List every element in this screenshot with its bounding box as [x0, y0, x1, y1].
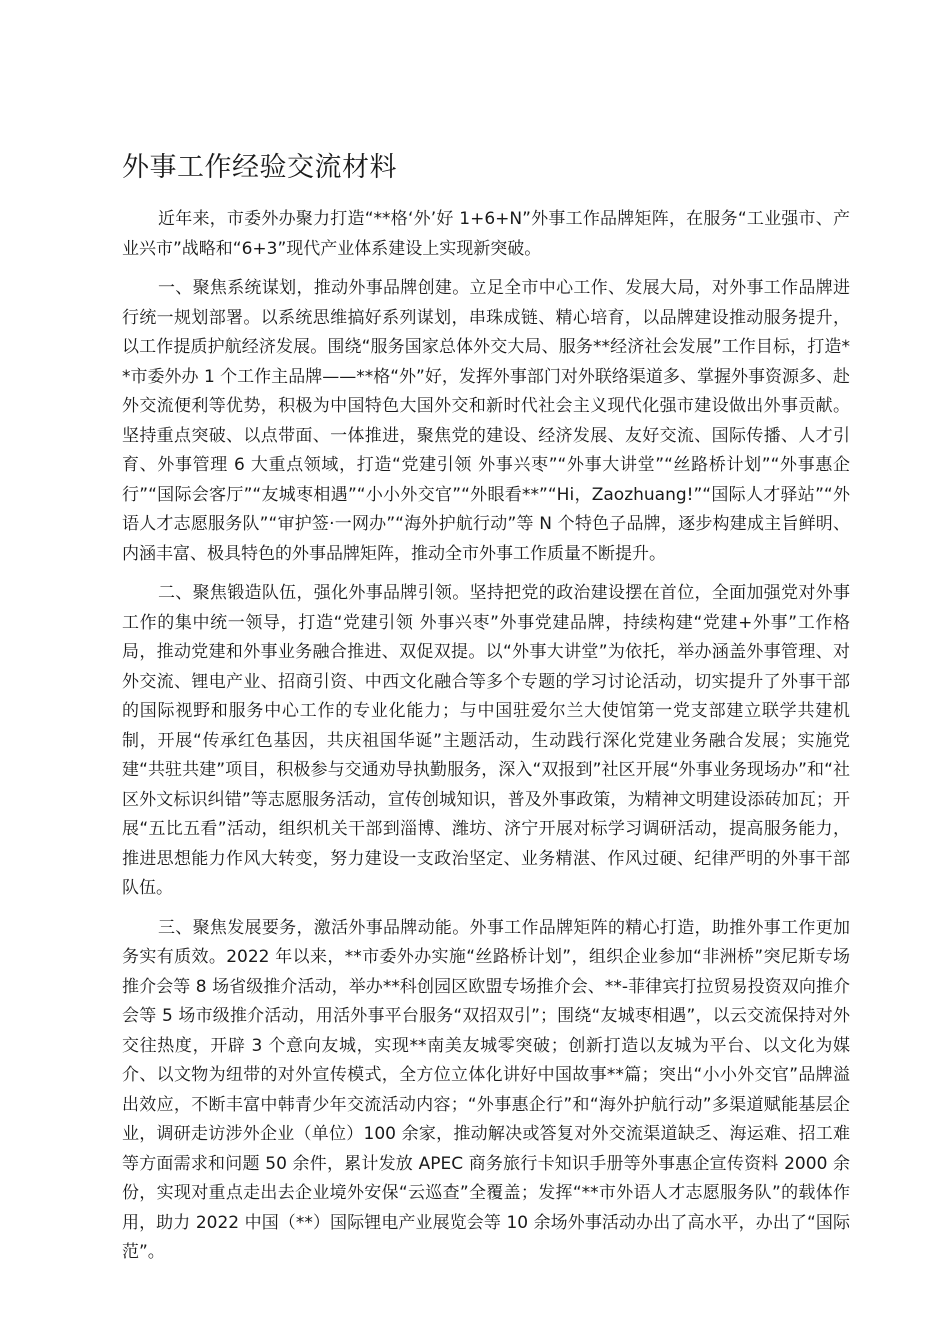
- document-page: [122, 150, 850, 1278]
- intro-paragraph: 近年来，市委外办聚力打造“**格‘外’好 1+6+N”外事工作品牌矩阵，在服务“工业强市、产业兴市”战略和“6+3”现代产业体系建设上实现新突破。: [122, 209, 850, 259]
- section-two-paragraph: 二、聚焦锻造队伍，强化外事品牌引领。坚持把党的政治建设摆在首位，全面加强党对外事工作的集中统一领导，打造“党建引领 外事兴枣”外事党建品牌，持续构建“党建+外事”工作格局，推动党建和外事业务融合推进、双促双提。以“外事大讲堂”为依托，举办涵盖外事管理、对外交流、锂电产业、招商引资、中西文化融合等多个专题的学习讨论活动，切实提升了外事干部的国际视野和服务中心工作的专业化能力；与中国驻爱尔兰大使馆第一党支部建立联学共建机制，开展“传承红色基因，共庆祖国华诞”主题活动，生动践行深化党建业务融合发展；实施党建“共驻共建”项目，积极参与交通劝导执勤服务，深入“双报到”社区开展“外事业务现场办”和“社区外文标识纠错”等志愿服务活动，宣传创城知识，普及外事政策，为精神文明建设添砖加瓦；开展“五比五看”活动，组织机关干部到淄博、潍坊、济宁开展对标学习调研活动，提高服务能力，推进思想能力作风大转变，努力建设一支政治坚定、业务精湛、作风过硬、纪律严明的外事干部队伍。: [122, 583, 850, 899]
- section-three-paragraph: 三、聚焦发展要务，激活外事品牌动能。外事工作品牌矩阵的精心打造，助推外事工作更加务实有质效。2022 年以来，**市委外办实施“丝路桥计划”，组织企业参加“非洲桥”突尼斯专场推介会等 8 场省级推介活动，举办**科创园区欧盟专场推介会、**-菲律宾打拉贸易投资双向推介会等 5 场市级推介活动，用活外事平台服务“双招双引”；围绕“友城枣相遇”，以云交流保持对外交往热度，开辟 3 个意向友城，实现**南美友城零突破；创新打造以友城为平台、以文化为媒介、以文物为纽带的对外宣传模式，全方位立体化讲好中国故事**篇；突出“小小外交官”品牌溢出效应，不断丰富中韩青少年交流活动内容；“外事惠企行”和“海外护航行动”多渠道赋能基层企业，调研走访涉外企业（单位）100 余家，推动解决或答复对外交流渠道缺乏、海运难、招工难等方面需求和问题 50 余件，累计发放 APEC 商务旅行卡知识手册等外事惠企宣传资料 2000 余份，实现对重点走出去企业境外安保“云巡查”全覆盖；发挥“**市外语人才志愿服务队”的载体作用，助力 2022 中国（**）国际锂电产业展览会等 10 余场外事活动办出了高水平，办出了“国际范”。: [122, 917, 850, 1263]
- document-title: 外事工作经验交流材料: [122, 152, 397, 183]
- section-one-paragraph: 一、聚焦系统谋划，推动外事品牌创建。立足全市中心工作、发展大局，对外事工作品牌进行统一规划部署。以系统思维搞好系列谋划，串珠成链、精心培育，以品牌建设推动服务提升，以工作提质护航经济发展。围绕“服务国家总体外交大局、服务**经济社会发展”工作目标，打造**市委外办 1 个工作主品牌——**格“外”好，发挥外事部门对外联络渠道多、掌握外事资源多、赴外交流便利等优势，积极为中国特色大国外交和新时代社会主义现代化强市建设做出外事贡献。坚持重点突破、以点带面、一体推进，聚焦党的建设、经济发展、友好交流、国际传播、人才引育、外事管理 6 大重点领域，打造“党建引领 外事兴枣”“外事大讲堂”“丝路桥计划”“外事惠企行”“国际会客厅”“友城枣相遇”“小小外交官”“外眼看**”“Hi，Zaozhuang!”“国际人才驿站”“外语人才志愿服务队”“审护签·一网办”“海外护航行动”等 N 个特色子品牌，逐步构建成主旨鲜明、内涵丰富、极具特色的外事品牌矩阵，推动全市外事工作质量不断提升。: [122, 278, 850, 564]
